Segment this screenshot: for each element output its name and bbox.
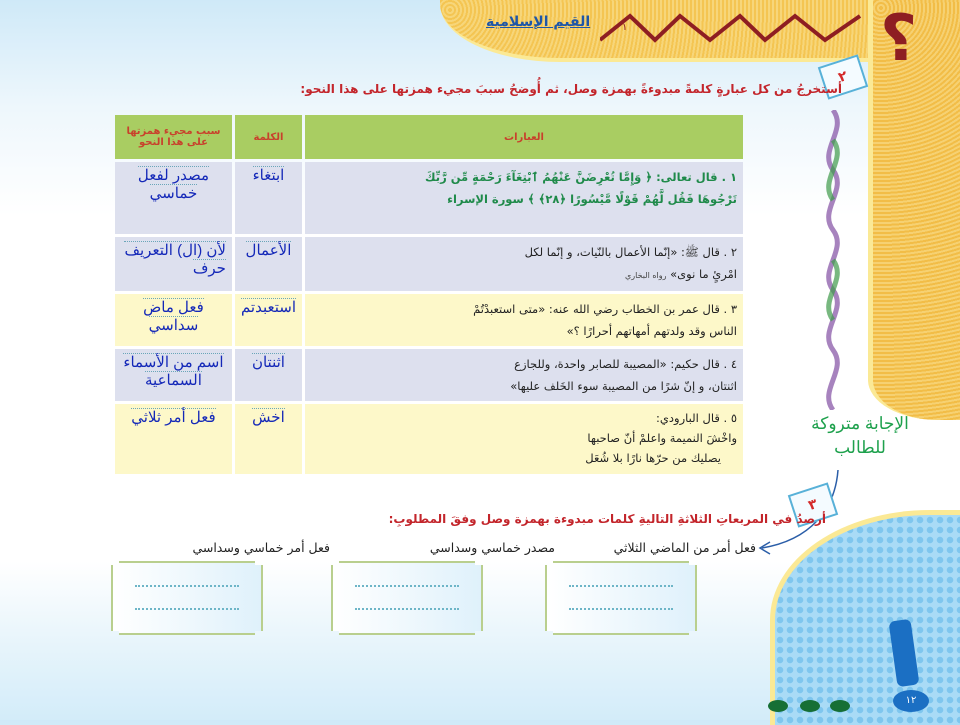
dot-decor-icon bbox=[768, 700, 788, 712]
exercise-badge-2: ٢ bbox=[818, 54, 868, 99]
answer-box[interactable] bbox=[545, 561, 697, 635]
word-answer[interactable]: الأعمال bbox=[235, 237, 302, 291]
reason-answer[interactable]: مصدر لفعل خماسي bbox=[115, 162, 232, 234]
answer-line[interactable] bbox=[569, 585, 673, 587]
answer-line[interactable] bbox=[355, 608, 459, 610]
hadith-source: رواه البخاري bbox=[625, 271, 667, 280]
table-row bbox=[115, 404, 743, 474]
word-answer[interactable]: استعبدتم bbox=[235, 294, 302, 346]
answer-line[interactable] bbox=[135, 608, 239, 610]
word-answer[interactable]: اثنتان bbox=[235, 349, 302, 401]
category-label: فعل أمر من الماضي الثلاثي bbox=[613, 540, 756, 555]
category-label: فعل أمر خماسي وسداسي bbox=[192, 540, 330, 555]
sentence-cell: ١ . قال تعالى: ﴿ وَإِمَّا تُعْرِضَنَّ عَنْهُمُ ٱبْتِغَآءَ رَحْمَةٍ مِّن رَّبِّكَ تَرْجُوهَا فَقُل لَّهُمْ قَوْلًا مَّيْسُورًا ﴿٢٨﴾ ﴾ سورة الإسراء bbox=[305, 162, 743, 234]
reason-answer[interactable]: لأن (ال) التعريف حرف bbox=[115, 237, 232, 291]
answer-line[interactable] bbox=[135, 585, 239, 587]
chapter-title: القيم الإسلامية bbox=[486, 14, 591, 30]
question-mark-icon: ؟ bbox=[880, 2, 918, 76]
answer-box[interactable] bbox=[331, 561, 483, 635]
reason-answer[interactable]: فعل أمر ثلاثي bbox=[115, 404, 232, 474]
answer-note: الإجابة متروكة للطالب bbox=[811, 414, 909, 457]
ribbon-decor-icon bbox=[818, 110, 848, 410]
dot-decor-icon bbox=[830, 700, 850, 712]
category-label: مصدر خماسي وسداسي bbox=[429, 540, 555, 555]
table-row bbox=[115, 162, 743, 234]
answer-line[interactable] bbox=[355, 585, 459, 587]
answer-box[interactable] bbox=[111, 561, 263, 635]
exercise-badge-3: ٣ bbox=[788, 482, 838, 527]
dot-decor-icon bbox=[800, 700, 820, 712]
table-row bbox=[115, 294, 743, 346]
sentence-cell: ٤ . قال حكيم: «المصيبة للصابر واحدة، وللجازع اثنتان، و إنّ شرًا من المصيبة سوء الخَلف عليها» bbox=[305, 349, 743, 401]
table-row bbox=[115, 237, 743, 291]
col-header-word: الكلمة bbox=[235, 115, 302, 159]
exercise3-instruction: أرصدُ في المربعاتِ الثلاثةِ التاليةِ كلمات مبدوءة بهمزة وصل وفقَ المطلوبِ: bbox=[388, 512, 826, 526]
exercise2-instruction: أستخرجُ من كل عبارةٍ كلمةً مبدوءةً بهمزة وصل، ثم أُوضحُ سببَ مجيء همزتها على هذا النحو: bbox=[300, 82, 842, 96]
col-header-sentences: العبارات bbox=[305, 115, 743, 159]
table-row bbox=[115, 349, 743, 401]
answer-line[interactable] bbox=[569, 608, 673, 610]
reason-answer[interactable]: فعل ماض سداسي bbox=[115, 294, 232, 346]
sentence-cell: ٢ . قال ﷺ: «إنّما الأعمال بالنّيات، و إنّما لكل امْرئٍ ما نوى» رواه البخاري bbox=[305, 237, 743, 291]
col-header-reason: سبب مجيء همزتها على هذا النحو bbox=[115, 115, 232, 159]
page-number: ١٢ bbox=[893, 690, 929, 712]
word-answer[interactable]: ابتغاء bbox=[235, 162, 302, 234]
unit-number: ١ bbox=[622, 22, 628, 33]
sentence-cell: ٣ . قال عمر بن الخطاب رضي الله عنه: «متى استعبدْتُمْ الناس وقد ولدتهم أمهاتهم أحرارًا ؟» bbox=[305, 294, 743, 346]
exercise-table bbox=[112, 112, 746, 477]
reason-answer[interactable]: اسم من الأسماء السماعية bbox=[115, 349, 232, 401]
word-answer[interactable]: اخش bbox=[235, 404, 302, 474]
zigzag-decor-icon bbox=[600, 10, 870, 50]
sentence-cell: ٥ . قال البارودي: واخْشَ النميمة واعلمْ أنّ صاحبها يصليك من حرّها نارًا بلا شُعَل bbox=[305, 404, 743, 474]
